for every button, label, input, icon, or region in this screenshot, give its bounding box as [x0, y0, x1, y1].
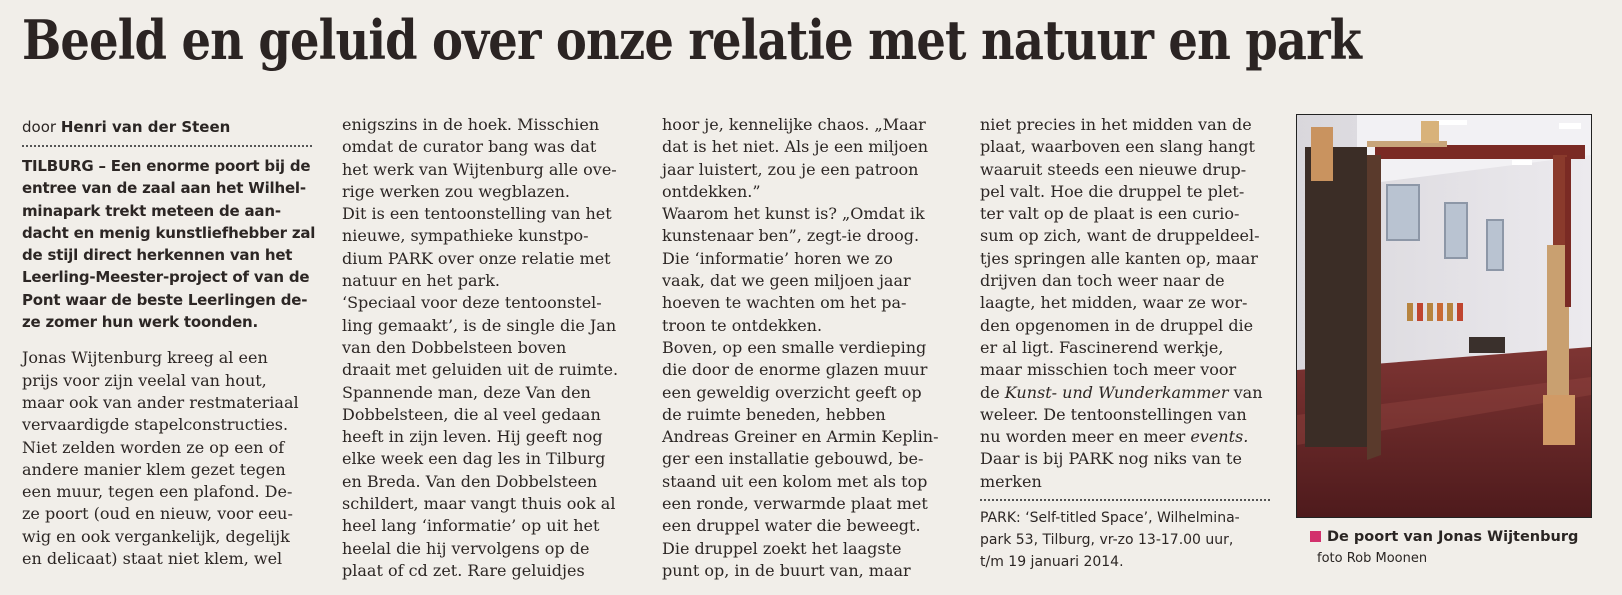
body-line: ling gemaakt’, is de single die Jan [342, 315, 617, 335]
paragraph-gap [22, 333, 315, 347]
column-1 [22, 114, 315, 570]
body-line: Andreas Greiner en Armin Keplin- [662, 427, 939, 447]
body-line: maar ook van ander restmateriaal [22, 392, 299, 412]
body-line: Waarom het kunst is? „Omdat ik [662, 204, 925, 224]
body-line: Jonas Wijtenburg kreeg al een [22, 348, 268, 368]
body-line: sum op zich, want de druppeldeel- [980, 226, 1260, 246]
body-line: schildert, maar vangt thuis ook al [342, 494, 616, 514]
body-line: laagte, het midden, waar ze wor- [980, 293, 1248, 313]
body-line: Die druppel zoekt het laagste [662, 538, 902, 558]
caption-title-line [1310, 526, 1578, 548]
gallery-photo [1296, 114, 1592, 518]
body-line: punt op, in de buurt van, maar [662, 560, 911, 580]
body-line [980, 382, 1270, 404]
body-line: troon te ontdekken. [662, 315, 823, 335]
byline [22, 116, 315, 138]
body-line: en delicaat) staat niet klem, wel [22, 549, 283, 569]
body-line: weleer. De tentoonstellingen van [980, 404, 1247, 424]
body-line: ‘Speciaal voor deze tentoonstel- [342, 293, 602, 313]
intro-line: ze zomer hun werk toonden. [22, 313, 259, 332]
body-line: heeft in zijn leven. Hij geeft nog [342, 427, 603, 447]
body-line-post: van [1228, 382, 1263, 402]
body-line: dium PARK over onze relatie met [342, 248, 611, 268]
body-line: jaar luistert, zou je een patroon [662, 159, 919, 179]
body-line: Niet zelden worden ze op een of [22, 437, 285, 457]
body-line-pre: nu worden meer en meer [980, 427, 1191, 447]
body-line: Die ‘informatie’ horen we zo [662, 248, 893, 268]
exhibition-info [980, 507, 1270, 573]
body-line: Boven, op een smalle verdieping [662, 337, 927, 357]
body-line-pre: de [980, 382, 1005, 402]
body-line: staand uit een kolom met als top [662, 471, 928, 491]
info-line: PARK: ‘Self-titled Space’, Wilhelmina- [980, 510, 1240, 527]
body-line: elke week een dag les in Tilburg [342, 449, 606, 469]
info-line: t/m 19 januari 2014. [980, 554, 1124, 571]
body-line: ze poort (oud en nieuw, voor eeu- [22, 504, 293, 524]
body-line: tjes springen alle kanten op, maar [980, 248, 1258, 268]
body-line: een muur, tegen een plafond. De- [22, 482, 293, 502]
body-text [22, 347, 315, 570]
intro-line: dacht en menig kunstliefhebber zal [22, 223, 316, 242]
body-line: plaat of cd zet. Rare geluidjes [342, 560, 585, 580]
body-line: natuur en het park. [342, 271, 500, 291]
photo-caption [1310, 526, 1578, 570]
body-line: draait met geluiden uit de ruimte. [342, 360, 619, 380]
body-line: maar misschien toch meer voor [980, 360, 1237, 380]
body-line: Daar is bij PARK nog niks van te [980, 449, 1242, 469]
column-4 [980, 114, 1270, 573]
body-line: de ruimte beneden, hebben [662, 404, 886, 424]
body-line: den opgenomen in de druppel die [980, 315, 1254, 335]
body-line: vaak, dat we geen miljoen jaar [662, 271, 911, 291]
intro-line: Leerling-Meester-project of van de [22, 268, 310, 287]
headline: Beeld en geluid over onze relatie met natuur en park [22, 8, 1362, 72]
body-line: andere manier klem gezet tegen [22, 459, 286, 479]
body-line: merken [980, 471, 1042, 491]
column-2 [342, 114, 618, 582]
intro-line: minapark trekt meteen de aan- [22, 201, 281, 220]
intro-line: de stijl direct herkennen van het [22, 246, 293, 265]
caption-title: De poort van Jonas Wijtenburg [1327, 529, 1579, 545]
body-line: hoor je, kennelijke chaos. „Maar [662, 115, 926, 134]
info-line: park 53, Tilburg, vr-zo 13-17.00 uur, [980, 532, 1234, 549]
intro-line: Pont waar de beste Leerlingen de- [22, 290, 308, 309]
body-line: een ronde, verwarmde plaat met [662, 494, 928, 514]
body-line: kunstenaar ben”, zegt-ie droog. [662, 226, 920, 246]
intro-paragraph [22, 155, 315, 333]
column-3 [662, 114, 939, 582]
body-line: Spannende man, deze Van den [342, 382, 591, 402]
body-line: er al ligt. Fascinerend werkje, [980, 337, 1224, 357]
intro-line: entree van de zaal aan het Wilhel- [22, 179, 306, 198]
body-line: van den Dobbelsteen boven [342, 337, 567, 357]
body-line: pel valt. Hoe die druppel te plet- [980, 181, 1245, 201]
intro-line: TILBURG – Een enorme poort bij de [22, 157, 311, 175]
body-line: prijs voor zijn veelal van hout, [22, 370, 267, 390]
body-line: ontdekken.” [662, 181, 761, 201]
photo-credit: foto Rob Moonen [1317, 551, 1428, 566]
kunstkammer-italic: Kunst- und Wunderkammer [1004, 382, 1229, 402]
body-line: ger een installatie gebouwd, be- [662, 449, 924, 469]
byline-divider [22, 145, 312, 147]
body-line: ter valt op de plaat is een curio- [980, 204, 1240, 224]
body-line: Dit is een tentoonstelling van het [342, 204, 612, 224]
byline-prefix: door [22, 118, 57, 136]
body-line: dat is het niet. Als je een miljoen [662, 137, 929, 157]
body-line: plaat, waarboven een slang hangt [980, 137, 1255, 157]
body-line [980, 426, 1270, 448]
body-line: enigszins in de hoek. Misschien [342, 115, 600, 134]
body-line: nieuwe, sympathieke kunstpo- [342, 226, 589, 246]
body-line: waaruit steeds een nieuwe drup- [980, 159, 1247, 179]
body-line: Dobbelsteen, die al veel gedaan [342, 404, 601, 424]
body-line: wig en ook vergankelijk, degelijk [22, 526, 290, 546]
body-line: heelal die hij vervolgens op de [342, 538, 590, 558]
body-line: rige werken zou wegblazen. [342, 181, 570, 201]
body-line: niet precies in het midden van de [980, 115, 1252, 134]
body-line: hoeven te wachten om het pa- [662, 293, 907, 313]
body-line: het werk van Wijtenburg alle ove- [342, 159, 617, 179]
body-line: vervaardigde stapelconstructies. [22, 415, 289, 435]
byline-author: Henri van der Steen [60, 118, 231, 136]
body-line: en Breda. Van den Dobbelsteen [342, 471, 598, 491]
body-line: die door de enorme glazen muur [662, 360, 928, 380]
caption-marker-icon [1310, 531, 1321, 542]
body-line: heel lang ‘informatie’ op uit het [342, 516, 600, 536]
body-line: omdat de curator bang was dat [342, 137, 597, 157]
body-line: drijven dan toch weer naar de [980, 271, 1225, 291]
body-line: een druppel water die beweegt. [662, 516, 921, 536]
body-line: een geweldig overzicht geeft op [662, 382, 922, 402]
info-divider [980, 499, 1270, 501]
events-italic: events. [1190, 427, 1249, 447]
